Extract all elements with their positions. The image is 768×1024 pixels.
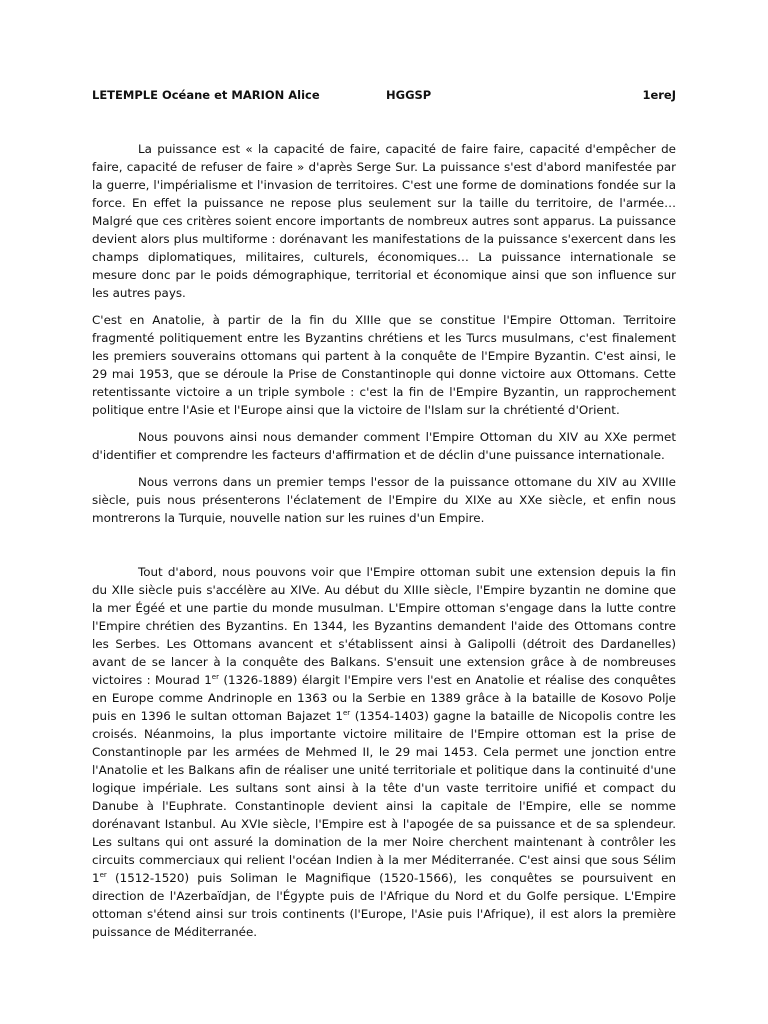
- document-body: [92, 140, 676, 950]
- paragraph-context: C'est en Anatolie, à partir de la fin du XIIIe que se constitue l'Empire Ottoman. Territoire fragmenté politiquement entre les Byzantins chrétiens et les Turcs musulmans, c'est finalement les premiers souverains ottomans qui partent à la conquête de l'Empire Byzantin. C'est ainsi, le 29 mai 1953, que se déroule la Prise de Constantinople qui donne victoire aux Ottomans. Cette retentissante victoire a un triple symbole : c'est la fin de l'Empire Byzantin, un rapprochement politique entre l'Asie et l'Europe ainsi que la victoire de l'Islam sur la chrétienté d'Orient.: [92, 313, 676, 417]
- paragraph-plan: Nous verrons dans un premier temps l'essor de la puissance ottomane du XIV au XVIIIe siècle, puis nous présenterons l'éclatement de l'Empire du XIXe au XXe siècle, et enfin nous montrerons la Turquie, nouvelle nation sur les ruines d'un Empire.: [92, 475, 676, 525]
- paragraph-definition: La puissance est « la capacité de faire, capacité de faire faire, capacité d'empêcher de faire, capacité de refuser de faire » d'après Serge Sur. La puissance s'est d'abord manifestée par la guerre, l'impérialisme et l'invasion de territoires. C'est une forme de dominations fondée sur la force. En effet la puissance ne repose plus seulement sur la taille du territoire, de l'armée… Malgré que ces critères soient encore importants de nombreux autres sont apparus. La puissance devient alors plus multiforme : dorénavant les manifestations de la puissance s'exercent dans les champs diplomatiques, militaires, culturels, économiques… La puissance internationale se mesure donc par le poids démographique, territorial et économique ainsi que son influence sur les autres pays.: [92, 142, 676, 300]
- paragraph-problematic: Nous pouvons ainsi nous demander comment l'Empire Ottoman du XIV au XXe permet d'identifier et comprendre les facteurs d'affirmation et de déclin d'une puissance internationale.: [92, 430, 676, 462]
- paragraph-expansion-part-c: (1354-1403) gagne la bataille de Nicopolis contre les croisés. Néanmoins, la plus importante victoire militaire de l'Empire ottoman est la prise de Constantinople par les armées de Mehmed II, le 29 mai 1453. Cela permet une jonction entre l'Anatolie et les Balkans afin de réaliser une unité territoriale et politique dans la continuité d'une logique impériale. Les sultans sont ainsi à la tête d'un vaste territoire unifié et compact du Danube à l'Euphrate. Constantinople devient ainsi la capitale de l'Empire, elle se nomme dorénavant Istanbul. Au XVIe siècle, l'Empire est à l'apogée de sa puissance et de sa splendeur. Les sultans qui ont assuré la domination de la mer Noire cherchent maintenant à contrôler les circuits commerciaux qui relient l'océan Indien à la mer Méditerranée. C'est ainsi que sous Sélim 1: [92, 709, 676, 885]
- header-subject: HGGSP: [386, 88, 432, 102]
- paragraph-expansion-part-d: (1512-1520) puis Soliman le Magnifique (1520-1566), les conquêtes se poursuivent en direction de l'Azerbaïdjan, de l'Égypte puis de l'Afrique du Nord et du Golfe persique. L'Empire ottoman s'étend ainsi sur trois continents (l'Europe, l'Asie puis l'Afrique), il est alors la première puissance de Méditerranée.: [92, 871, 676, 939]
- superscript-er: er: [211, 673, 219, 682]
- header-class: 1ereJ: [642, 88, 676, 102]
- paragraph-expansion-part-a: Tout d'abord, nous pouvons voir que l'Empire ottoman subit une extension depuis la fin du XIIe siècle puis s'accélère au XIVe. Au début du XIIIe siècle, l'Empire byzantin ne domine que la mer Égéé et une partie du monde musulman. L'Empire ottoman s'engage dans la lutte contre l'Empire chrétien des Byzantins. En 1344, les Byzantins demandent l'aide des Ottomans contre les Serbes. Les Ottomans avancent et s'établissent ainsi à Galipolli (détroit des Dardanelles) avant de se lancer à la conquête des Balkans. S'ensuit une extension grâce à de nombreuses victoires : Mourad 1: [92, 565, 676, 687]
- superscript-er: er: [342, 709, 351, 718]
- paragraph-expansion-part-b: (1326-1889) élargit l'Empire vers l'est en Anatolie et réalise des conquêtes en Europe comme Andrinople en 1363 ou la Serbie en 1389 grâce à la bataille de Kosovo Polje puis en 1396 le sultan ottoman Bajazet 1: [92, 673, 676, 723]
- paragraph-expansion: [92, 563, 676, 941]
- document-header: [92, 87, 676, 103]
- header-authors: LETEMPLE Océane et MARION Alice: [92, 88, 320, 102]
- superscript-er: er: [99, 871, 107, 880]
